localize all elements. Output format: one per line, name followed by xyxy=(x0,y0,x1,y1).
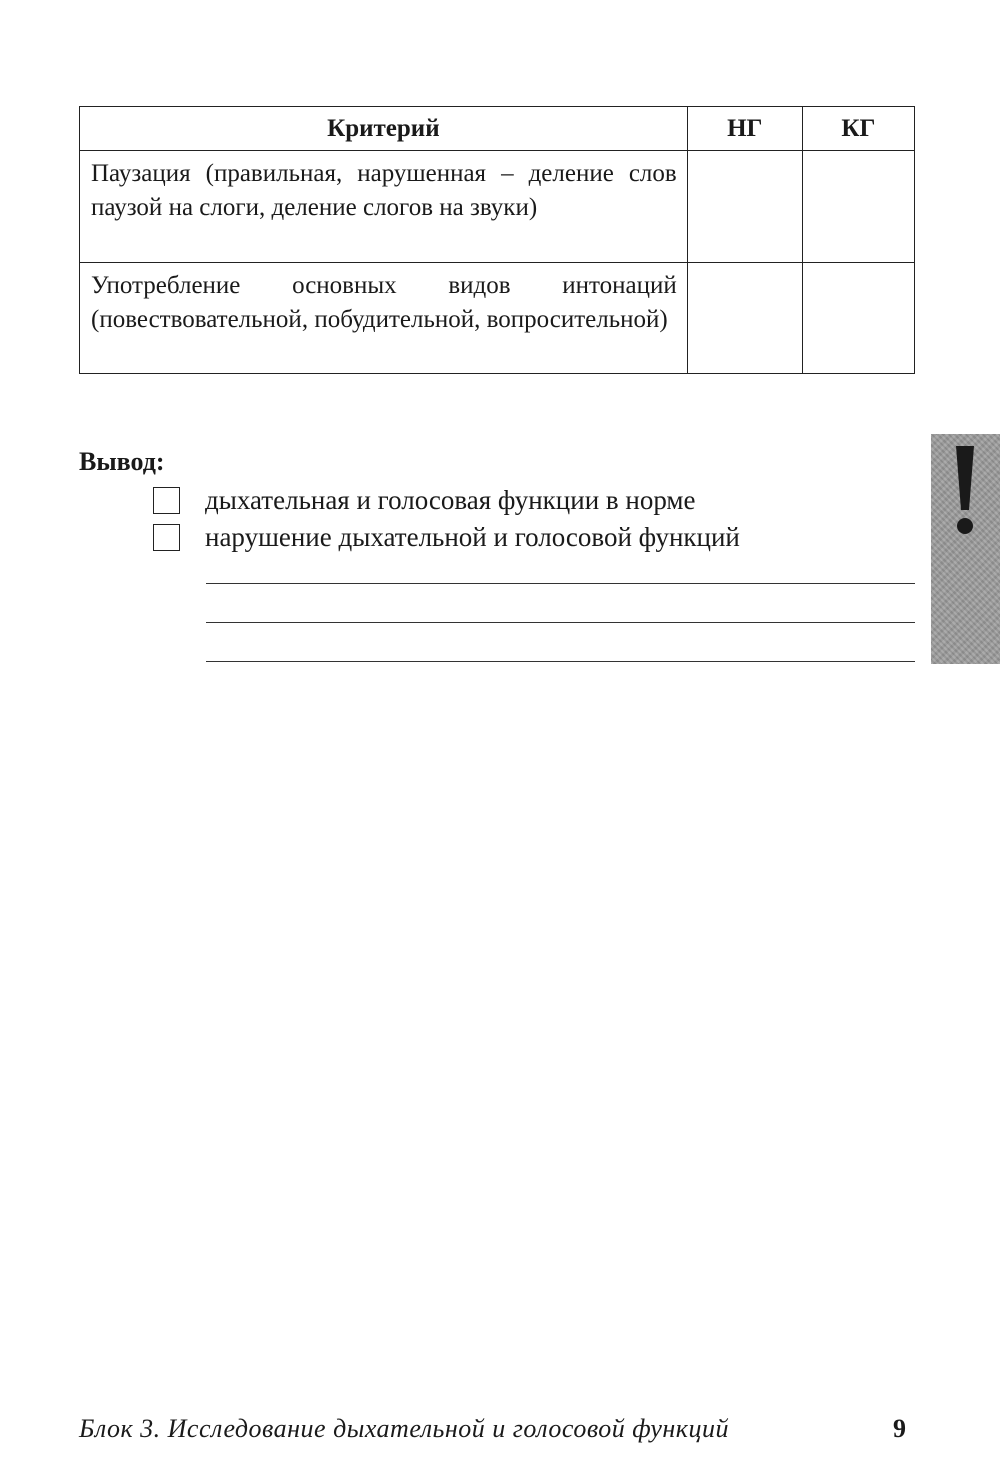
conclusion-option-impaired xyxy=(153,522,740,552)
option-label: дыхательная и голосовая функции в норме xyxy=(205,484,696,515)
header-kg: КГ xyxy=(802,107,914,151)
criterion-cell: Употребление основных видов интонаций (повествовательной, побудительной, вопросительной) xyxy=(80,263,688,374)
criterion-cell: Паузация (правильная, нарушенная – деление слов паузой на слоги, деление слогов на звуки) xyxy=(80,151,688,263)
ng-cell[interactable] xyxy=(687,151,802,263)
footer-title: Блок 3. Исследование дыхательной и голосовой функций xyxy=(79,1414,729,1443)
ng-cell[interactable] xyxy=(687,263,802,374)
table-header-row xyxy=(80,107,915,151)
writing-line[interactable] xyxy=(206,661,915,662)
header-criterion: Критерий xyxy=(80,107,688,151)
page-number: 9 xyxy=(893,1414,906,1443)
conclusion-title: Вывод: xyxy=(79,447,165,476)
checkbox[interactable] xyxy=(153,487,180,514)
writing-line[interactable] xyxy=(206,583,915,584)
table-row xyxy=(80,263,915,374)
criteria-table xyxy=(79,106,915,374)
kg-cell[interactable] xyxy=(802,263,914,374)
header-ng: НГ xyxy=(687,107,802,151)
table-row xyxy=(80,151,915,263)
option-label: нарушение дыхательной и голосовой функций xyxy=(205,521,740,552)
writing-line[interactable] xyxy=(206,622,915,623)
conclusion-option-normal xyxy=(153,485,696,515)
kg-cell[interactable] xyxy=(802,151,914,263)
exclamation-icon xyxy=(951,444,979,536)
checkbox[interactable] xyxy=(153,524,180,551)
side-tab xyxy=(931,434,1000,664)
